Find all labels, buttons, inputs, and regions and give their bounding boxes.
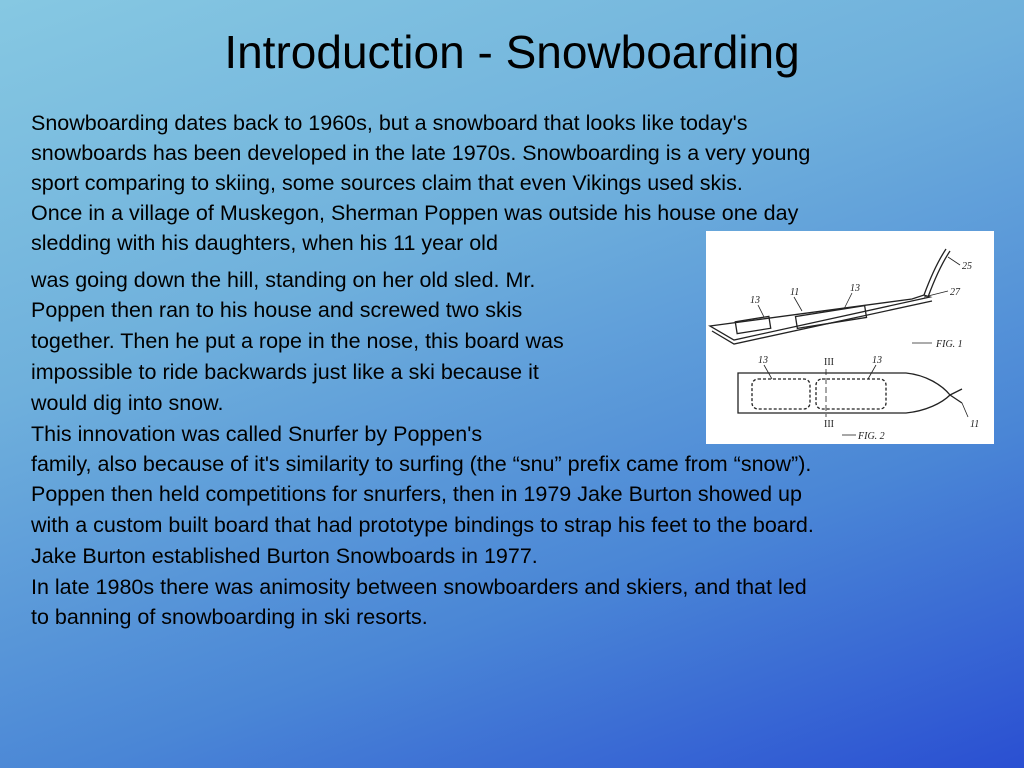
body-line: sledding with his daughters, when his 11 year old (31, 231, 498, 255)
body-line: together. Then he put a rope in the nose, this board was (31, 329, 564, 353)
label-section-III: III (824, 357, 834, 368)
fig2-label: FIG. 2 (858, 431, 885, 442)
body-line: to banning of snowboarding in ski resorts. (31, 605, 428, 629)
label-27: 27 (950, 287, 960, 298)
patent-drawing-image (706, 231, 994, 444)
fig1-label: FIG. 1 (936, 339, 963, 350)
body-line: Poppen then held competitions for snurfers, then in 1979 Jake Burton showed up (31, 482, 802, 506)
body-line: snowboards has been developed in the late 1970s. Snowboarding is a very young (31, 141, 811, 165)
body-line: Poppen then ran to his house and screwed two skis (31, 298, 523, 322)
label-25: 25 (962, 261, 972, 272)
patent-drawing-icon (706, 231, 994, 444)
label-13: 13 (850, 283, 860, 294)
body-line: would dig into snow. (31, 391, 224, 415)
body-line: Once in a village of Muskegon, Sherman Poppen was outside his house one day (31, 201, 799, 225)
body-line: Jake Burton established Burton Snowboards in 1977. (31, 544, 538, 568)
label-13: 13 (750, 295, 760, 306)
slide-title: Introduction - Snowboarding (224, 26, 800, 78)
body-line: family, also because of it's similarity to surfing (the “snu” prefix came from “snow”). (31, 452, 812, 476)
body-line: In late 1980s there was animosity between snowboarders and skiers, and that led (31, 575, 807, 599)
body-line: impossible to ride backwards just like a ski because it (31, 360, 539, 384)
label-11: 11 (970, 419, 980, 430)
label-13: 13 (758, 355, 768, 366)
body-line: sport comparing to skiing, some sources claim that even Vikings used skis. (31, 171, 743, 195)
label-section-III: III (824, 419, 834, 430)
body-line: Snowboarding dates back to 1960s, but a snowboard that looks like today's (31, 111, 748, 135)
body-line: with a custom built board that had prototype bindings to strap his feet to the board. (31, 513, 814, 537)
label-11: 11 (790, 287, 800, 298)
body-line: This innovation was called Snurfer by Poppen's (31, 422, 483, 446)
body-line: was going down the hill, standing on her old sled. Mr. (31, 268, 536, 292)
label-13: 13 (872, 355, 882, 366)
